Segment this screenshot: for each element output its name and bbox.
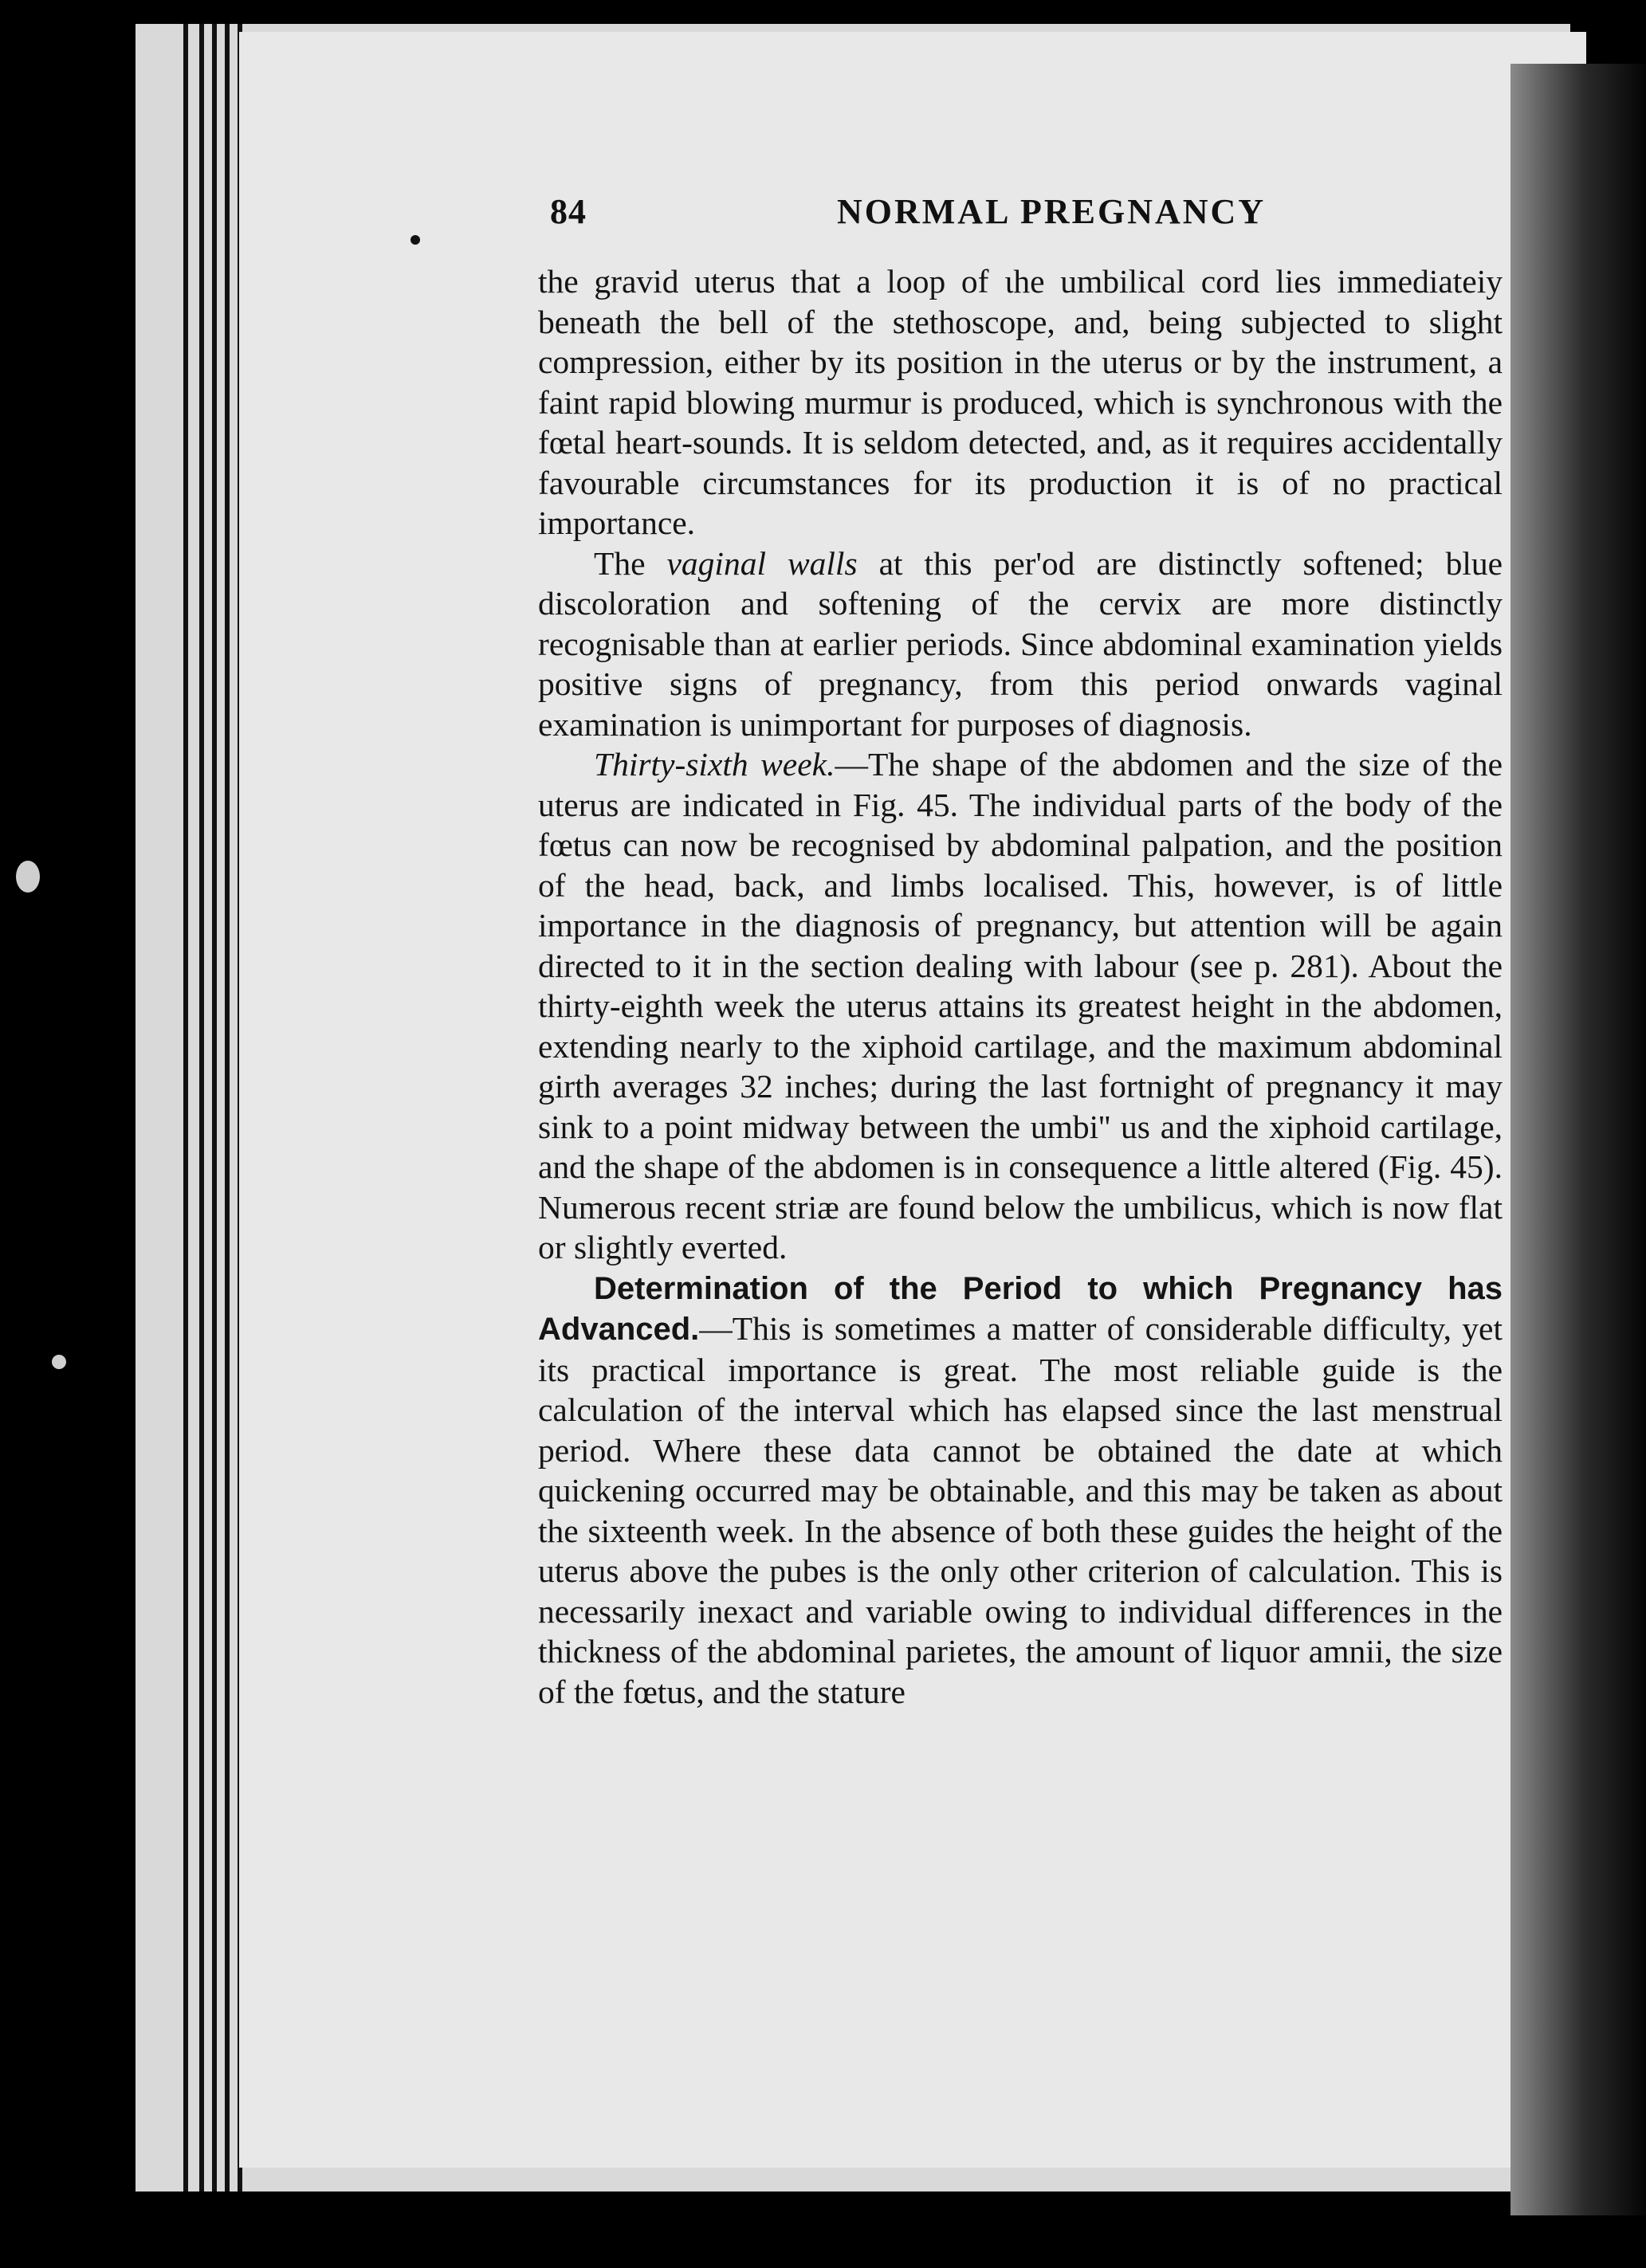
page-edge-line [225,24,230,2191]
paragraph [538,543,1503,745]
paragraph-lead: The [594,544,646,582]
binding-shadow [1510,64,1646,2215]
page-edge-line [183,24,188,2191]
speck-mark [16,861,40,893]
speck-mark [52,1355,66,1369]
paragraph-rest: at this per'od are distinctly softened; blue discoloration and softening of the cervix are more distinctly recognisable than at earlier periods. Since abdominal examination yields positive signs of pregnancy, from this period onwards vaginal examination is unimportant for purposes of diagnosis. [538,544,1503,743]
paragraph [538,744,1503,1268]
page-edge-line [199,24,204,2191]
paragraph-rest: —This is sometimes a matter of considerable difficulty, yet its practical importance is great. The most reliable guide is the calculation of the interval which has elapsed since the last menstrual period. Where these data cannot be obtained the date at which quickening occurred may be obtainable, and this may be taken as about the sixteenth week. In the absence of both these guides the height of the uterus above the pubes is the only other criterion of calculation. This is necessarily inexact and variable owing to individual differences in the thickness of the abdominal parietes, the amount of liquor amnii, the size of the fœtus, and the stature [538,1310,1503,1710]
paragraph [538,1268,1503,1713]
paragraph: the gravid uterus that a loop of ɩhe umbilical cord lies immediateiy beneath the bell of the stethoscope, and, being subjected to slight compression, either by its position in the uterus or by the instrument, a faint rapid blowing murmur is produced, which is synchronous with the fœtal heart-sounds. It is seldom detected, and, as it requires accidentally favourable circumstances for its production it is of no practical importance. [538,263,1503,541]
section-heading: Determination of the Period to which Pregnancy has Advanced. [538,1270,1503,1347]
body-text [538,261,1503,1712]
italic-subheading: Thirty-sixth week. [594,746,835,783]
speck-mark [411,235,420,245]
running-title: NORMAL PREGNANCY [837,192,1267,231]
page-number: 84 [550,192,587,231]
page-edge-line [212,24,217,2191]
paragraph-rest: —The shape of the abdomen and the size of the uterus are indicated in Fig. 45. The individual parts of the body of the fœtus can now be recognised by abdominal palpation, and the position of the head, back, and limbs localised. This, however, is of little importance in the diagnosis of pregnancy, but attention will be again directed to it in the section dealing with labour (see p. 281). About the thirty-eighth week the uterus attains its greatest height in the abdomen, extending nearly to the xiphoid cartilage, and the maximum abdominal girth averages 32 inches; during the last fortnight of pregnancy it may sink to a point midway between the umbi'' us and the xiphoid cartilage, and the shape of the abdomen is in consequence a little altered (Fig. 45). Numerous recent striæ are found below the umbilicus, which is now flat or slightly everted. [538,746,1503,1265]
italic-term: vaginal walls [666,544,858,582]
